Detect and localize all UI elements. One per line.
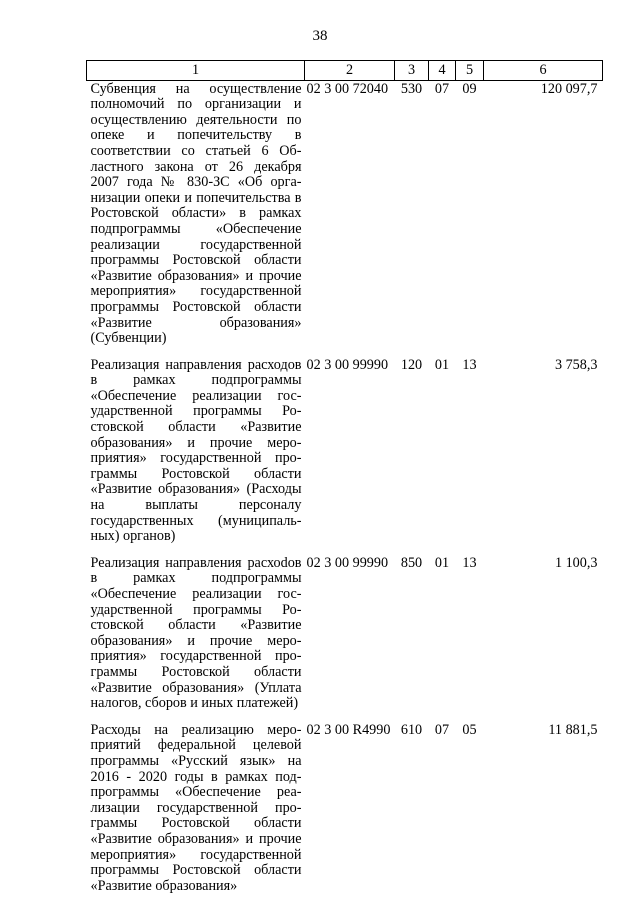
expense-type-code: 850	[400, 554, 423, 571]
column-header: 5	[456, 61, 484, 81]
table-row	[87, 722, 603, 905]
target-article-code: 02 3 00 99990	[306, 356, 389, 373]
subsection-code: 13	[462, 356, 477, 373]
section-code: 07	[434, 721, 450, 738]
amount: 120 097,7	[540, 80, 598, 97]
expense-name: Реализация направления расходов в рамках подпрограммы «Обеспечение реализации государственной программы Ростовской области «Развитие образования» и прочие мероприятия» государственной программы Ростовской области «Развитие образования» (Расходы на выплаты персоналу государственных (муниципальных) органов)	[90, 356, 302, 545]
column-header: 6	[484, 61, 603, 81]
page-number: 38	[312, 28, 328, 44]
table-header-row	[87, 61, 603, 81]
expense-name: Субвенция на осуществление полномочий по организации и осуществлению деятельности по опеке и попечительству в соответствии со статьей 6 Областного закона от 26 декабря 2007 года № 830-ЗС «Об организации опеки и попечительства в Ростовской области» в рамках подпрограммы «Обеспечение реализации государственной программы Ростовской области «Развитие образования» и прочие мероприятия» государственной программы Ростовской области «Развитие образования» (Субвенции)	[90, 80, 302, 347]
expense-type-code: 610	[400, 721, 423, 738]
table-row	[87, 357, 603, 555]
amount: 3 758,3	[554, 356, 598, 373]
target-article-code: 02 3 00 99990	[306, 554, 389, 571]
subsection-code: 09	[462, 80, 477, 97]
expense-name: Расходы на реализацию мероприятий федеральной целевой программы «Русский язык» на 2016 - 2020 годы в рамках подпрограммы «Обеспечение реализации государственной программы Ростовской области «Развитие образования» и прочие мероприятия» государственной программы Ростовской области «Развитие образования»	[90, 721, 302, 894]
table-row	[87, 555, 603, 722]
column-header: 2	[305, 61, 395, 81]
amount: 11 881,5	[548, 721, 598, 738]
table-row	[87, 80, 603, 357]
expense-type-code: 120	[400, 356, 423, 373]
column-header: 1	[87, 61, 305, 81]
section-code: 07	[434, 80, 450, 97]
target-article-code: 02 3 00 R4990	[306, 721, 391, 738]
expense-type-code: 530	[400, 80, 423, 97]
section-code: 01	[434, 554, 450, 571]
budget-table	[86, 60, 603, 904]
column-header: 3	[395, 61, 429, 81]
subsection-code: 13	[462, 554, 477, 571]
column-header: 4	[429, 61, 456, 81]
amount: 1 100,3	[554, 554, 598, 571]
target-article-code: 02 3 00 72040	[306, 80, 389, 97]
subsection-code: 05	[462, 721, 477, 738]
section-code: 01	[434, 356, 450, 373]
expense-name: Реализация направления расхоdов в рамках подпрограммы «Обеспечение реализации государственной программы Ростовской области «Развитие образования» и прочие мероприятия» государственной программы Ростовской области «Развитие образования» (Уплата налогов, сборов и иных платежей)	[90, 554, 302, 712]
